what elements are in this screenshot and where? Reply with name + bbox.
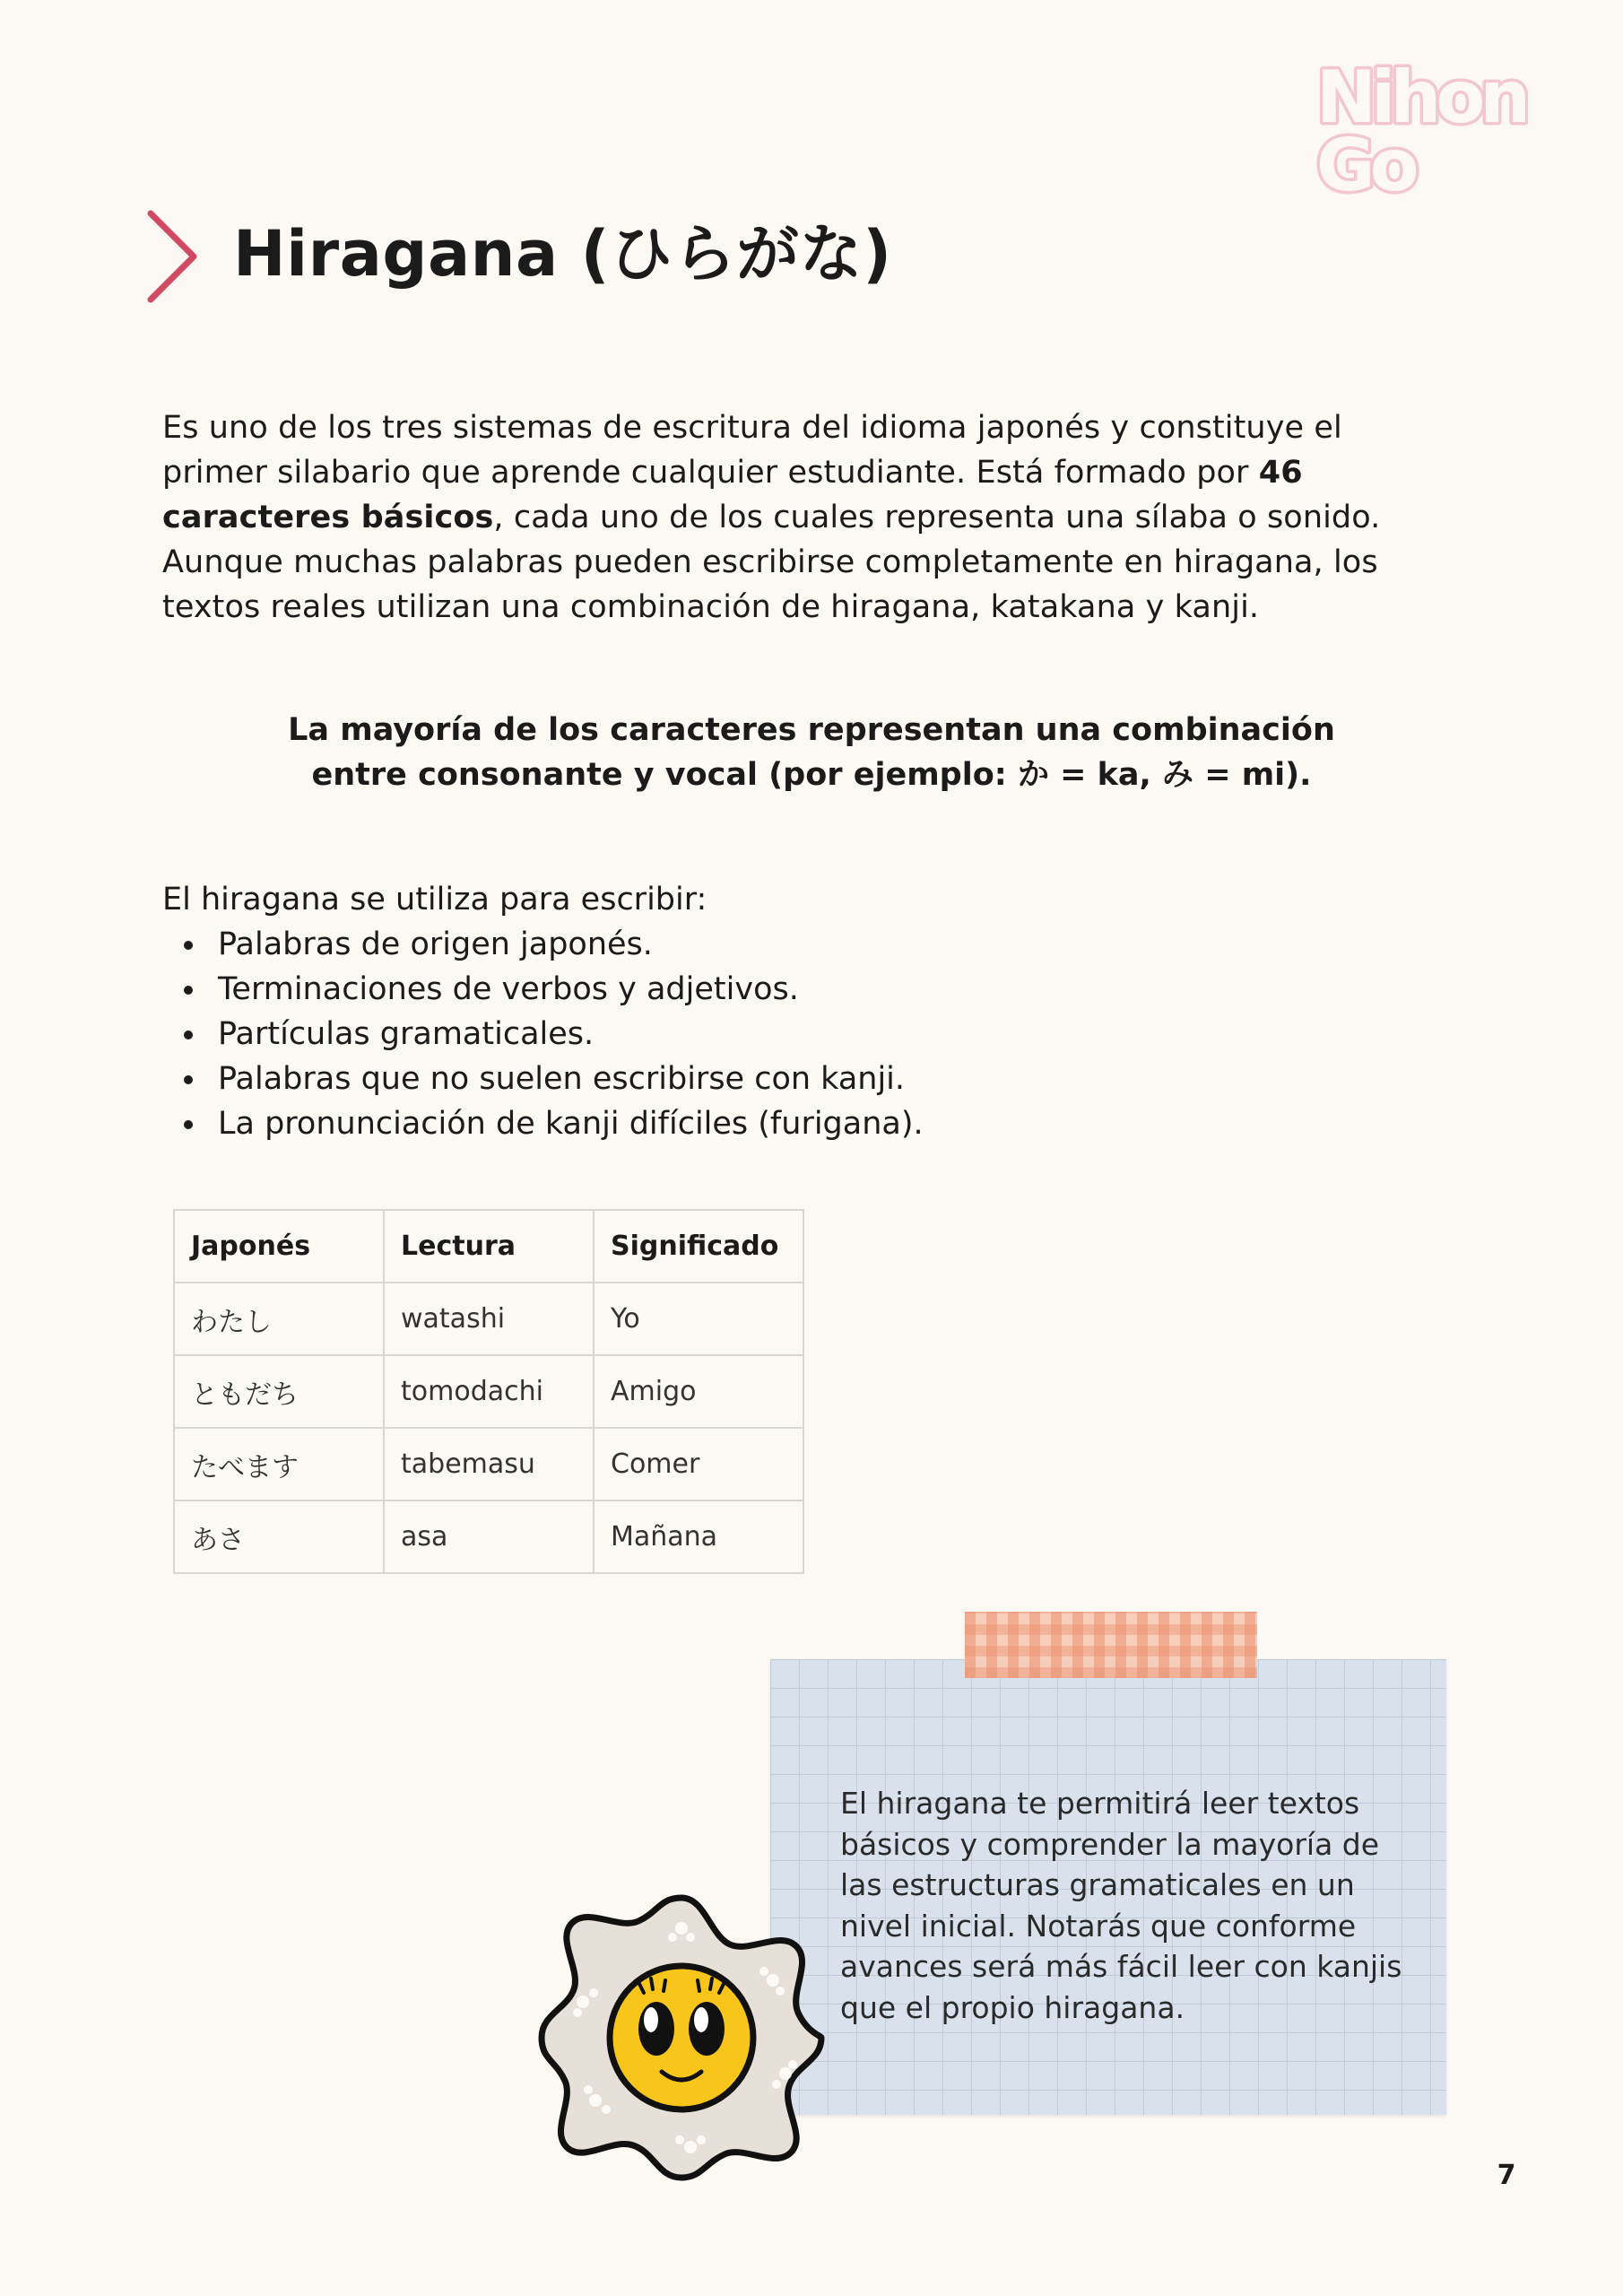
list-item: Terminaciones de verbos y adjetivos.: [162, 967, 1238, 1012]
uses-list: [162, 922, 1238, 1146]
page-number: 7: [1497, 2160, 1516, 2191]
intro-text-2: , cada uno de los cuales representa una sílaba o sonido. Aunque muchas palabras pueden escribirse completamente en hiragana, los textos reales utilizan una combinación de hiragana, katakana y kanji.: [162, 500, 1381, 625]
highlight-line-2: entre consonante y vocal (por ejemplo: か = ka, み = mi).: [311, 757, 1312, 793]
column-header: Japonés: [174, 1210, 384, 1283]
table-cell: tomodachi: [384, 1355, 594, 1428]
intro-text-1: Es uno de los tres sistemas de escritura del idioma japonés y constituye el primer silabario que aprende cualquier estudiante. Está formado por: [162, 410, 1342, 491]
logo-line1: Nihon: [1316, 57, 1526, 139]
highlight-line-1: La mayoría de los caracteres representan una combinación: [288, 712, 1335, 748]
list-item: Partículas gramaticales.: [162, 1012, 1238, 1057]
page-title: Hiragana (ひらがな): [233, 217, 892, 291]
table-cell: watashi: [384, 1283, 594, 1355]
table-row: [174, 1355, 803, 1428]
table-cell: Yo: [594, 1283, 803, 1355]
nihongo-logo: [1313, 57, 1528, 201]
table-cell: Mañana: [594, 1500, 803, 1573]
table-cell: Comer: [594, 1428, 803, 1500]
table-cell: ともだち: [174, 1355, 384, 1428]
table-cell: asa: [384, 1500, 594, 1573]
uses-intro: El hiragana se utiliza para escribir:: [162, 882, 707, 918]
smiley-flower-icon: [538, 1894, 825, 2181]
table-header-row: [174, 1210, 803, 1283]
list-item: Palabras que no suelen escribirse con kanji.: [162, 1057, 1238, 1101]
table-cell: わたし: [174, 1283, 384, 1355]
intro-bold: 46 caracteres básicos: [162, 455, 1303, 535]
list-item: Palabras de origen japonés.: [162, 922, 1238, 967]
note-text: El hiragana te permitirá leer textos básicos y comprender la mayoría de las estructuras gramaticales en un nivel inicial. Notarás que conforme avances será más fácil leer con kanjis que el propio hiragana.: [840, 1786, 1402, 2025]
intro-paragraph: [162, 405, 1454, 630]
vocab-table: [173, 1209, 804, 1574]
table-row: [174, 1500, 803, 1573]
column-header: Significado: [594, 1210, 803, 1283]
table-row: [174, 1428, 803, 1500]
list-item: La pronunciación de kanji difíciles (furigana).: [162, 1101, 1238, 1146]
washi-tape: [965, 1612, 1257, 1678]
column-header: Lectura: [384, 1210, 594, 1283]
table-cell: Amigo: [594, 1355, 803, 1428]
table-cell: たべます: [174, 1428, 384, 1500]
highlight-statement: [251, 708, 1372, 797]
logo-line2: Go: [1316, 124, 1414, 201]
chevron-right-icon: [143, 208, 201, 305]
table-cell: tabemasu: [384, 1428, 594, 1500]
table-row: [174, 1283, 803, 1355]
table-cell: あさ: [174, 1500, 384, 1573]
